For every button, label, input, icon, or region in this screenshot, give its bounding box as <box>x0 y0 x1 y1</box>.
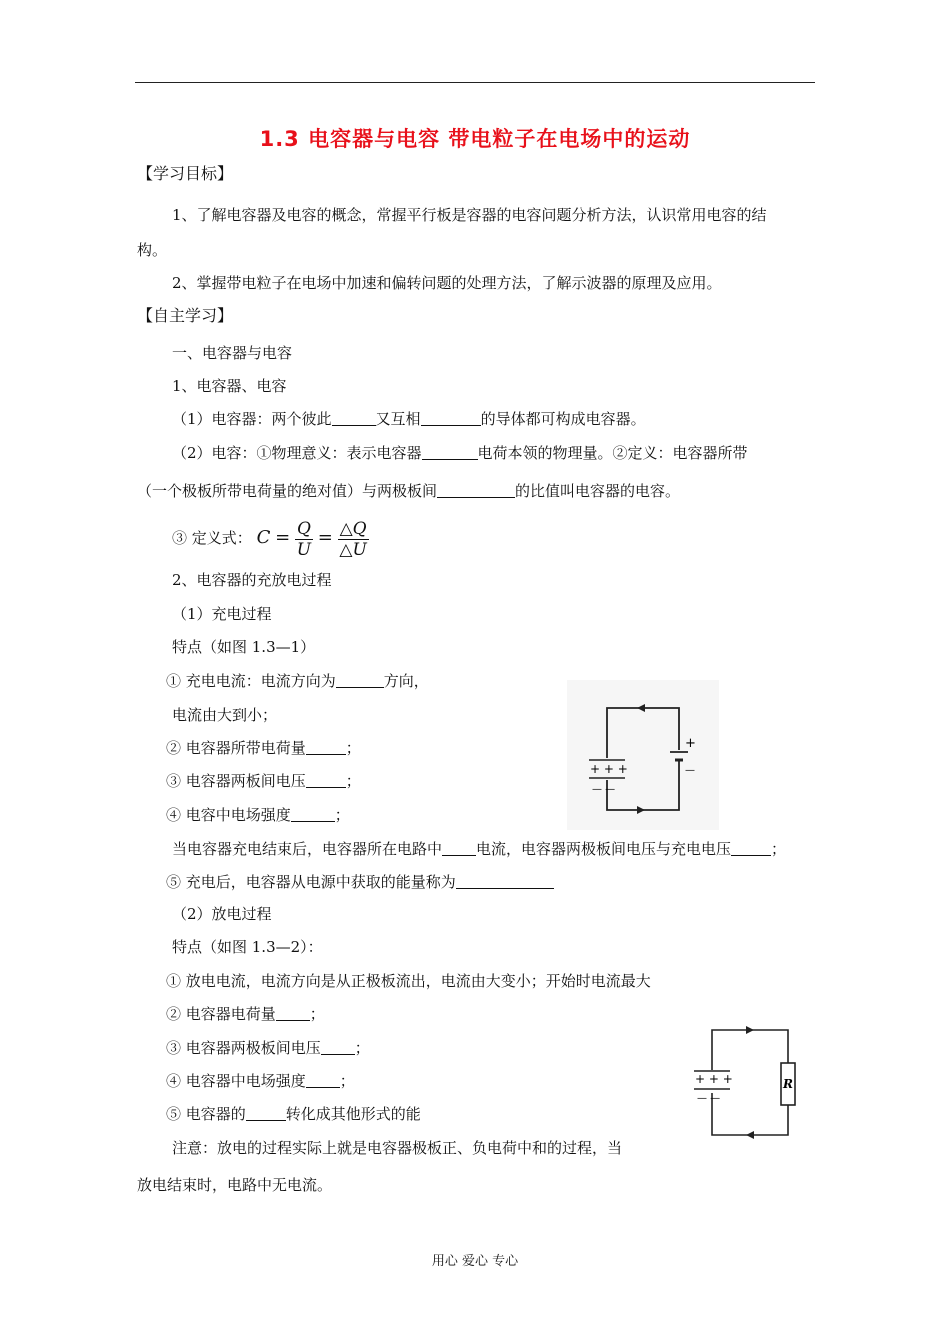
charge-energy-text: ⑤ 充电后，电容器从电源中获取的能量称为 <box>166 873 456 891</box>
part1-heading: 一、电容器与电容 <box>172 344 293 362</box>
blank-charge-quantity[interactable] <box>306 739 346 755</box>
capacitor-def-text-c: 的导体都可构成电容器。 <box>480 410 646 428</box>
charge-field-text: ④ 电容中电场强度 <box>166 806 291 824</box>
blank-electric-energy[interactable] <box>456 873 554 889</box>
arrow-left-icon <box>746 1131 754 1139</box>
capacitance-text-b: 电荷本领的物理量。②定义：电容器所带 <box>477 444 748 462</box>
discharge-current: ① 放电电流，电流方向是从正极板流出，电流由大变小；开始时电流最大 <box>166 972 651 990</box>
semicolon: ； <box>771 840 787 858</box>
charge-title: （1）充电过程 <box>172 605 272 623</box>
discharge-energy-text-a: ⑤ 电容器的 <box>166 1105 246 1123</box>
discharge-energy-text-b: 转化成其他形式的能 <box>285 1105 421 1123</box>
capacitance-text-c: （一个极板所带电荷量的绝对值）与两极板间 <box>137 482 438 500</box>
fraction-u: U <box>296 539 312 560</box>
charge-voltage-line <box>166 771 361 791</box>
capacitor-def-text-b: 又互相 <box>375 410 421 428</box>
goal-1a: 1、了解电容器及电容的概念，常握平行板是容器的电容问题分析方法，认识常用电容的结 <box>172 206 767 224</box>
discharge-quantity-line <box>166 1004 325 1024</box>
charge-current-decrease: 电流由大到小； <box>172 706 278 724</box>
resistor-label: R <box>783 1077 793 1091</box>
formula-label: ③ 定义式： <box>172 529 252 547</box>
section-self-study: 【自主学习】 <box>137 306 234 325</box>
circuit-wire-bottom <box>712 1093 788 1135</box>
blank-discharge-voltage[interactable] <box>321 1039 355 1055</box>
discharge-voltage-line <box>166 1038 370 1058</box>
charge-current-line <box>166 671 429 691</box>
semicolon: ； <box>334 806 350 824</box>
semicolon: ； <box>309 1005 325 1023</box>
discharge-field-line <box>166 1071 355 1091</box>
page-footer: 用心 爱心 专心 <box>431 1254 519 1269</box>
fraction-dq: △Q <box>339 518 367 539</box>
blank-electric-energy-2[interactable] <box>246 1105 286 1121</box>
header-rule <box>135 82 815 83</box>
charge-voltage-text: ③ 电容器两板间电压 <box>166 772 306 790</box>
battery-plus: + <box>685 736 696 751</box>
page-title: 1.3 电容器与电容 带电粒子在电场中的运动 <box>259 127 691 151</box>
blank-no-current[interactable] <box>442 840 476 856</box>
blank-discharge-quantity[interactable] <box>276 1005 310 1021</box>
blank-voltage[interactable] <box>437 482 515 498</box>
blank-store[interactable] <box>422 444 478 460</box>
discharge-energy-line <box>166 1104 421 1124</box>
blank-equal[interactable] <box>731 840 771 856</box>
capacitor-minus-signs: — — <box>697 1093 721 1104</box>
capacitance-text-a: （2）电容：①物理意义：表示电容器 <box>172 444 422 462</box>
discharge-voltage-text: ③ 电容器两极板间电压 <box>166 1039 321 1057</box>
formula-line <box>172 515 369 561</box>
charge-end-line <box>172 839 786 859</box>
formula-eq1: = <box>275 527 291 548</box>
capacitance-text-d: 的比值叫电容器的电容。 <box>515 482 681 500</box>
discharge-field-text: ④ 电容器中电场强度 <box>166 1072 306 1090</box>
blank-charge-field[interactable] <box>291 806 335 822</box>
capacitor-def-line <box>172 409 646 429</box>
part2-heading: 2、电容器的充放电过程 <box>172 571 332 589</box>
circuit-wire-top <box>712 1030 788 1070</box>
fraction-du: △U <box>339 539 367 560</box>
discharge-title: （2）放电过程 <box>172 905 272 923</box>
semicolon: ； <box>345 739 361 757</box>
goal-2: 2、掌握带电粒子在电场中加速和偏转问题的处理方法，了解示波器的原理及应用。 <box>172 274 722 292</box>
blank-discharge-field[interactable] <box>306 1072 340 1088</box>
arrow-right-icon <box>746 1026 754 1034</box>
charge-field-line <box>166 805 350 825</box>
capacitor-plus-signs: + + + <box>590 762 628 776</box>
capacitance-line <box>172 443 748 463</box>
capacitor-def-text-a: （1）电容器：两个彼此 <box>172 410 332 428</box>
blank-charge-voltage[interactable] <box>306 772 346 788</box>
blank-insulated[interactable] <box>332 410 376 426</box>
charge-end-text-a: 当电容器充电结束后，电容器所在电路中 <box>172 840 443 858</box>
capacitor-minus-signs: — — <box>592 784 616 795</box>
charge-feature: 特点（如图 1.3—1） <box>172 638 316 656</box>
blank-current-direction[interactable] <box>336 672 384 688</box>
formula-c: C <box>256 527 271 548</box>
charge-current-text-a: ① 充电电流：电流方向为 <box>166 672 336 690</box>
capacitance-line-2 <box>137 481 680 501</box>
fraction-q-u <box>295 519 313 560</box>
blank-close[interactable] <box>421 410 481 426</box>
goal-1b: 构。 <box>137 241 168 259</box>
discharge-quantity-text: ② 电容器电荷量 <box>166 1005 276 1023</box>
semicolon: ； <box>339 1072 355 1090</box>
fraction-dq-du <box>338 519 369 560</box>
discharging-circuit-figure <box>690 1025 810 1140</box>
section-goals: 【学习目标】 <box>137 164 234 183</box>
semicolon: ； <box>354 1039 370 1057</box>
formula-eq2: = <box>317 527 333 548</box>
charging-circuit-figure <box>567 680 719 830</box>
fraction-q: Q <box>297 518 311 539</box>
charge-end-text-b: 电流，电容器两极板间电压与充电电压 <box>476 840 732 858</box>
note-line-b: 放电结束时，电路中无电流。 <box>137 1176 333 1194</box>
capacitor-plus-signs: + + + <box>695 1072 733 1086</box>
part1-sub1: 1、电容器、电容 <box>172 377 287 395</box>
charge-energy-line <box>166 872 554 892</box>
battery-minus: — <box>685 765 695 776</box>
discharge-feature: 特点（如图 1.3—2）： <box>172 938 323 956</box>
charge-quantity-text: ② 电容器所带电荷量 <box>166 739 306 757</box>
charge-quantity-line <box>166 738 361 758</box>
semicolon: ； <box>345 772 361 790</box>
figure-background <box>567 680 719 830</box>
charge-current-text-b: 方向， <box>383 672 429 690</box>
note-line-a: 注意：放电的过程实际上就是电容器极板正、负电荷中和的过程，当 <box>172 1139 623 1157</box>
